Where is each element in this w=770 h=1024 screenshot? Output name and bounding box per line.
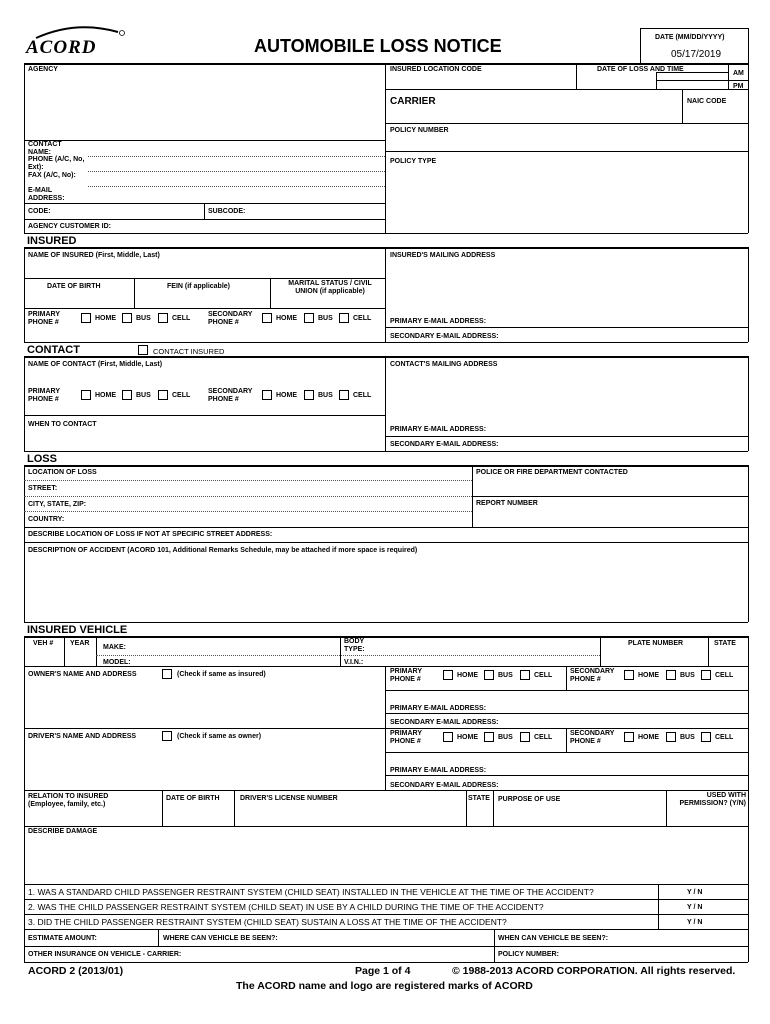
phone-label: PHONE (A/C, No, Ext): (28, 156, 85, 171)
copyright: © 1988-2013 ACORD CORPORATION. All rights reserved. (452, 965, 736, 977)
subcode-label: SUBCODE: (208, 208, 246, 215)
driver-primary-bus-checkbox[interactable] (484, 732, 494, 742)
insured-primary-home-checkbox[interactable] (81, 313, 91, 323)
loss-section-title: LOSS (27, 453, 57, 465)
plate-state-label: STATE (714, 640, 736, 647)
bus-option-label: BUS (498, 672, 513, 679)
contact-section-title: CONTACT (27, 344, 80, 356)
where-vehicle-seen-label: WHERE CAN VEHICLE BE SEEN?: (163, 935, 278, 942)
insured-primary-email-label: PRIMARY E-MAIL ADDRESS: (390, 318, 487, 325)
home-option-label: HOME (95, 315, 116, 322)
driver-check-label: (Check if same as owner) (177, 733, 262, 740)
home-option-label: HOME (457, 672, 478, 679)
bus-option-label: BUS (498, 734, 513, 741)
agency-customer-id-label: AGENCY CUSTOMER ID: (28, 223, 111, 230)
trademark-notice: The ACORD name and logo are registered marks of ACORD (236, 980, 533, 992)
owner-secondary-email-label: SECONDARY E-MAIL ADDRESS: (390, 719, 499, 726)
describe-damage-field[interactable] (26, 838, 746, 882)
other-policy-number-label: POLICY NUMBER: (498, 951, 559, 958)
page-number: Page 1 of 4 (355, 965, 411, 977)
policy-type-label: POLICY TYPE (390, 158, 437, 165)
owner-primary-phone-label: PRIMARY PHONE # (390, 668, 422, 683)
name-of-insured-label: NAME OF INSURED (First, Middle, Last) (28, 252, 160, 259)
city-state-zip-label: CITY, STATE, ZIP: (28, 501, 87, 508)
owner-primary-home-checkbox[interactable] (443, 670, 453, 680)
contact-primary-home-checkbox[interactable] (81, 390, 91, 400)
year-label: YEAR (70, 640, 90, 647)
cell-option-label: CELL (715, 734, 734, 741)
purpose-of-use-label: PURPOSE OF USE (498, 796, 561, 803)
home-option-label: HOME (276, 315, 297, 322)
owner-secondary-home-checkbox[interactable] (624, 670, 634, 680)
page-title: AUTOMOBILE LOSS NOTICE (254, 36, 502, 56)
agency-field[interactable] (26, 75, 383, 139)
carrier-label: CARRIER (390, 96, 436, 107)
location-of-loss-label: LOCATION OF LOSS (28, 469, 97, 476)
pm-label[interactable]: PM (733, 83, 744, 90)
policy-number-label: POLICY NUMBER (390, 127, 449, 134)
marital-status-label: MARITAL STATUS / CIVIL UNION (if applicable) (288, 280, 372, 295)
date-of-loss-label: DATE OF LOSS AND TIME (597, 66, 684, 73)
question-2: 2. WAS THE CHILD PASSENGER RESTRAINT SYSTEM (CHILD SEAT) IN USE BY A CHILD DURING THE TIME OF THE ACCIDENT? (28, 902, 544, 912)
cell-option-label: CELL (353, 315, 372, 322)
describe-damage-label: DESCRIBE DAMAGE (28, 828, 98, 835)
when-to-contact-label: WHEN TO CONTACT (28, 421, 97, 428)
owner-primary-cell-checkbox[interactable] (520, 670, 530, 680)
vin-label: V.I.N.: (344, 659, 364, 666)
street-label: STREET: (28, 485, 58, 492)
model-label: MODEL: (103, 659, 131, 666)
plate-number-label: PLATE NUMBER (628, 640, 684, 647)
question-3: 3. DID THE CHILD PASSENGER RESTRAINT SYSTEM (CHILD SEAT) SUSTAIN A LOSS AT THE TIME OF THE ACCIDENT? (28, 917, 507, 927)
home-option-label: HOME (457, 734, 478, 741)
question-2-yn[interactable]: Y / N (687, 904, 703, 911)
am-label[interactable]: AM (733, 70, 744, 77)
home-option-label: HOME (276, 392, 297, 399)
cell-option-label: CELL (172, 392, 191, 399)
contact-secondary-email-label: SECONDARY E-MAIL ADDRESS: (390, 441, 499, 448)
owner-secondary-cell-checkbox[interactable] (701, 670, 711, 680)
code-label: CODE: (28, 208, 51, 215)
fein-label: FEIN (if applicable) (167, 283, 231, 290)
bus-option-label: BUS (680, 672, 695, 679)
name-of-contact-label: NAME OF CONTACT (First, Middle, Last) (28, 361, 163, 368)
driver-secondary-phone-label: SECONDARY PHONE # (570, 730, 615, 745)
used-with-permission-label: USED WITH PERMISSION? (Y/N) (679, 792, 746, 807)
driver-secondary-home-checkbox[interactable] (624, 732, 634, 742)
insured-secondary-home-checkbox[interactable] (262, 313, 272, 323)
naic-code-label: NAIC CODE (687, 98, 727, 105)
insured-secondary-phone-label: SECONDARY PHONE # (208, 311, 253, 326)
email-label: E-MAIL ADDRESS: (28, 187, 65, 202)
driver-primary-home-checkbox[interactable] (443, 732, 453, 742)
acord-logo (26, 24, 126, 58)
driver-dob-label: DATE OF BIRTH (166, 795, 220, 802)
contact-name-label: CONTACT NAME: (28, 141, 62, 156)
body-type-label: BODY TYPE: (344, 638, 365, 653)
insured-location-code-label: INSURED LOCATION CODE (390, 66, 482, 73)
contact-mailing-label: CONTACT'S MAILING ADDRESS (390, 361, 498, 368)
cell-option-label: CELL (172, 315, 191, 322)
insured-dob-label: DATE OF BIRTH (47, 283, 101, 290)
form-id: ACORD 2 (2013/01) (28, 965, 124, 977)
home-option-label: HOME (95, 392, 116, 399)
cell-option-label: CELL (534, 734, 553, 741)
contact-insured-label: CONTACT INSURED (153, 347, 225, 356)
cell-option-label: CELL (353, 392, 372, 399)
license-number-label: DRIVER'S LICENSE NUMBER (240, 795, 338, 802)
owner-secondary-phone-label: SECONDARY PHONE # (570, 668, 615, 683)
accident-description-field[interactable] (26, 557, 746, 620)
contact-primary-cell-checkbox[interactable] (158, 390, 168, 400)
report-number-label: REPORT NUMBER (476, 500, 538, 507)
driver-primary-email-label: PRIMARY E-MAIL ADDRESS: (390, 767, 487, 774)
driver-secondary-bus-checkbox[interactable] (666, 732, 676, 742)
bus-option-label: BUS (318, 392, 333, 399)
contact-secondary-phone-label: SECONDARY PHONE # (208, 388, 253, 403)
agency-label: AGENCY (28, 66, 58, 73)
country-label: COUNTRY: (28, 516, 65, 523)
owner-check-label: (Check if same as insured) (177, 671, 266, 678)
bus-option-label: BUS (318, 315, 333, 322)
cell-option-label: CELL (534, 672, 553, 679)
contact-primary-email-label: PRIMARY E-MAIL ADDRESS: (390, 426, 487, 433)
contact-primary-bus-checkbox[interactable] (122, 390, 132, 400)
insured-secondary-bus-checkbox[interactable] (304, 313, 314, 323)
when-vehicle-seen-label: WHEN CAN VEHICLE BE SEEN?: (498, 935, 609, 942)
bus-option-label: BUS (136, 315, 151, 322)
owner-name-label: OWNER'S NAME AND ADDRESS (28, 671, 137, 678)
driver-primary-phone-label: PRIMARY PHONE # (390, 730, 422, 745)
contact-secondary-cell-checkbox[interactable] (339, 390, 349, 400)
bus-option-label: BUS (136, 392, 151, 399)
contact-secondary-bus-checkbox[interactable] (304, 390, 314, 400)
date-value[interactable]: 05/17/2019 (671, 49, 722, 60)
insured-primary-cell-checkbox[interactable] (158, 313, 168, 323)
make-label: MAKE: (103, 644, 126, 651)
bus-option-label: BUS (680, 734, 695, 741)
insured-section-title: INSURED (27, 235, 77, 247)
contact-primary-phone-label: PRIMARY PHONE # (28, 388, 60, 403)
relation-to-insured-label: RELATION TO INSURED (Employee, family, etc.) (28, 793, 109, 808)
other-insurance-label: OTHER INSURANCE ON VEHICLE - CARRIER: (28, 951, 182, 958)
insured-secondary-email-label: SECONDARY E-MAIL ADDRESS: (390, 333, 499, 340)
home-option-label: HOME (638, 734, 659, 741)
describe-location-label: DESCRIBE LOCATION OF LOSS IF NOT AT SPECIFIC STREET ADDRESS: (28, 531, 273, 538)
owner-primary-email-label: PRIMARY E-MAIL ADDRESS: (390, 705, 487, 712)
estimate-amount-label: ESTIMATE AMOUNT: (28, 935, 97, 942)
question-1: 1. WAS A STANDARD CHILD PASSENGER RESTRAINT SYSTEM (CHILD SEAT) INSTALLED IN THE VEHICLE AT THE TIME OF THE ACCIDENT? (28, 887, 594, 897)
insured-secondary-cell-checkbox[interactable] (339, 313, 349, 323)
insured-mailing-label: INSURED'S MAILING ADDRESS (390, 252, 496, 259)
accident-description-label: DESCRIPTION OF ACCIDENT (ACORD 101, Additional Remarks Schedule, may be attached if more space is required) (28, 547, 418, 554)
license-state-label: STATE (468, 795, 490, 802)
insured-vehicle-section-title: INSURED VEHICLE (27, 624, 128, 636)
veh-number-label: VEH # (33, 640, 54, 647)
owner-primary-bus-checkbox[interactable] (484, 670, 494, 680)
police-contacted-label: POLICE OR FIRE DEPARTMENT CONTACTED (476, 469, 628, 476)
driver-name-label: DRIVER'S NAME AND ADDRESS (28, 733, 137, 740)
question-3-yn[interactable]: Y / N (687, 919, 703, 926)
driver-same-as-owner-checkbox[interactable] (162, 731, 172, 741)
contact-secondary-home-checkbox[interactable] (262, 390, 272, 400)
fax-label: FAX (A/C, No): (28, 172, 76, 179)
home-option-label: HOME (638, 672, 659, 679)
question-1-yn[interactable]: Y / N (687, 889, 703, 896)
insured-primary-bus-checkbox[interactable] (122, 313, 132, 323)
date-label: DATE (MM/DD/YYYY) (655, 34, 725, 41)
driver-secondary-email-label: SECONDARY E-MAIL ADDRESS: (390, 782, 499, 789)
driver-primary-cell-checkbox[interactable] (520, 732, 530, 742)
driver-secondary-cell-checkbox[interactable] (701, 732, 711, 742)
cell-option-label: CELL (715, 672, 734, 679)
contact-insured-checkbox[interactable] (138, 345, 148, 355)
owner-same-as-insured-checkbox[interactable] (162, 669, 172, 679)
logo-text: ACORD (26, 37, 97, 58)
owner-secondary-bus-checkbox[interactable] (666, 670, 676, 680)
insured-primary-phone-label: PRIMARY PHONE # (28, 311, 60, 326)
